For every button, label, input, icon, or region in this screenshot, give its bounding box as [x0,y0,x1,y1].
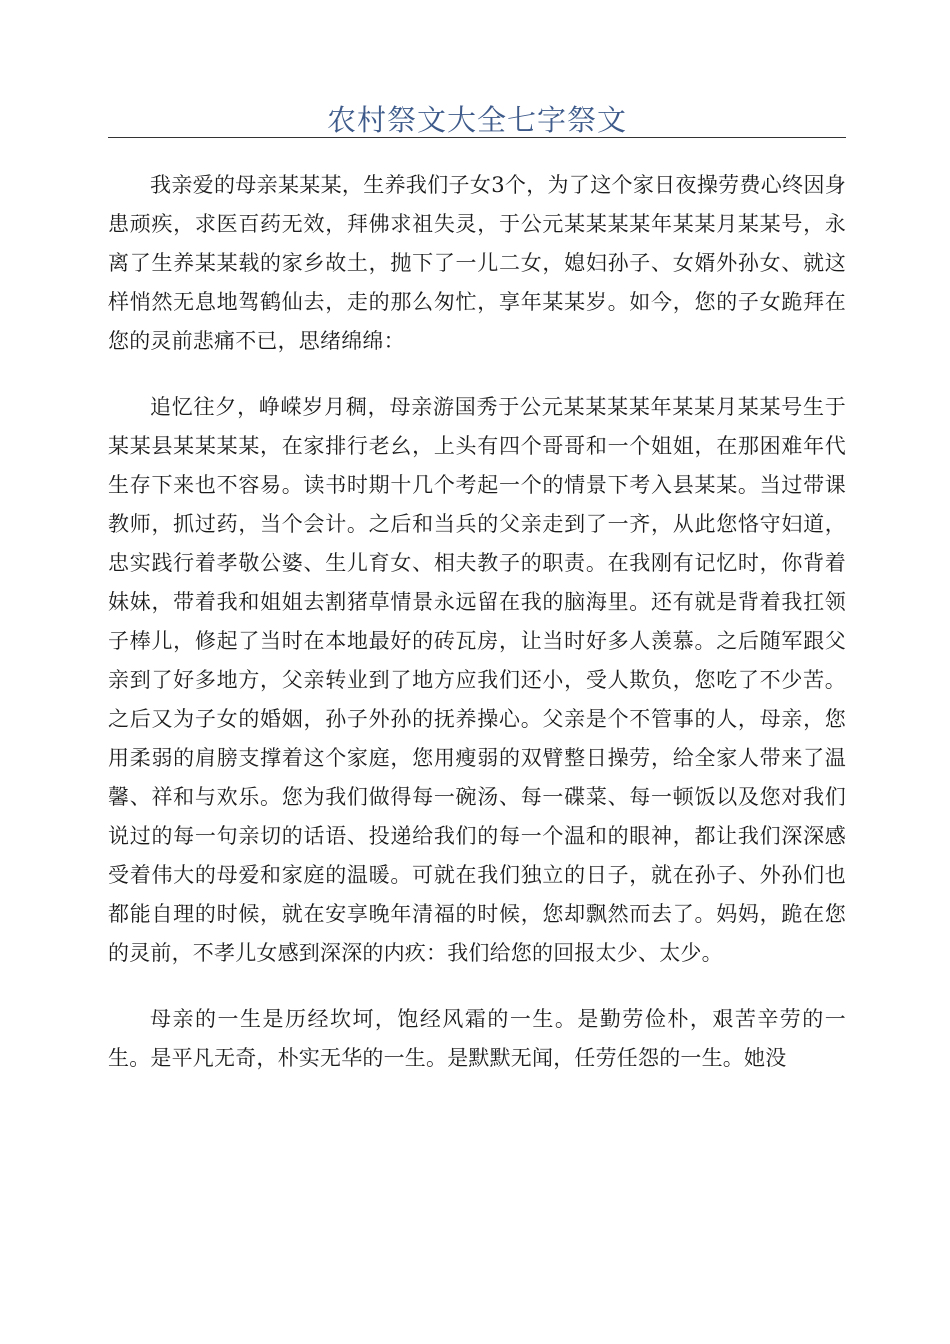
paragraph-2: 追忆往夕，峥嵘岁月稠，母亲游国秀于公元某某某某年某某月某某号生于某某县某某某某，在家排行老幺，上头有四个哥哥和一个姐姐，在那困难年代生存下来也不容易。读书时期十几个考起一个的情景下考入县某某。当过带课教师，抓过药，当个会计。之后和当兵的父亲走到了一齐，从此您恪守妇道，忠实践行着孝敬公婆、生儿育女、相夫教子的职责。在我刚有记忆时，你背着妹妹，带着我和姐姐去割猪草情景永远留在我的脑海里。还有就是背着我扛领子棒儿，修起了当时在本地最好的砖瓦房，让当时好多人羡慕。之后随军跟父亲到了好多地方，父亲转业到了地方应我们还小，受人欺负，您吃了不少苦。之后又为子女的婚姻，孙子外孙的抚养操心。父亲是个不管事的人，母亲，您用柔弱的肩膀支撑着这个家庭，您用瘦弱的双臂整日操劳，给全家人带来了温馨、祥和与欢乐。您为我们做得每一碗汤、每一碟菜、每一顿饭以及您对我们说过的每一句亲切的话语、投递给我们的每一个温和的眼神，都让我们深深感受着伟大的母爱和家庭的温暖。可就在我们独立的日子，就在孙子、外孙们也都能自理的时候，就在安享晚年清福的时候，您却飘然而去了。妈妈，跪在您的灵前，不孝儿女感到深深的内疚：我们给您的回报太少、太少。 [108,395,846,965]
document-body [108,166,846,1105]
title-divider [108,137,846,138]
page-title: 农村祭文大全七字祭文 [326,103,627,137]
paragraph-3: 母亲的一生是历经坎坷，饱经风霜的一生。是勤劳俭朴，艰苦辛劳的一生。是平凡无奇，朴实无华的一生。是默默无闻，任劳任怨的一生。她没 [108,1007,846,1070]
paragraph-1: 我亲爱的母亲某某某，生养我们子女3个，为了这个家日夜操劳费心终因身患顽疾，求医百药无效，拜佛求祖失灵，于公元某某某某年某某月某某号，永离了生养某某载的家乡故土，抛下了一儿二女，媳妇孙子、女婿外孙女、就这样悄然无息地驾鹤仙去，走的那么匆忙，享年某某岁。如今，您的子女跪拜在您的灵前悲痛不已，思绪绵绵： [108,173,846,353]
